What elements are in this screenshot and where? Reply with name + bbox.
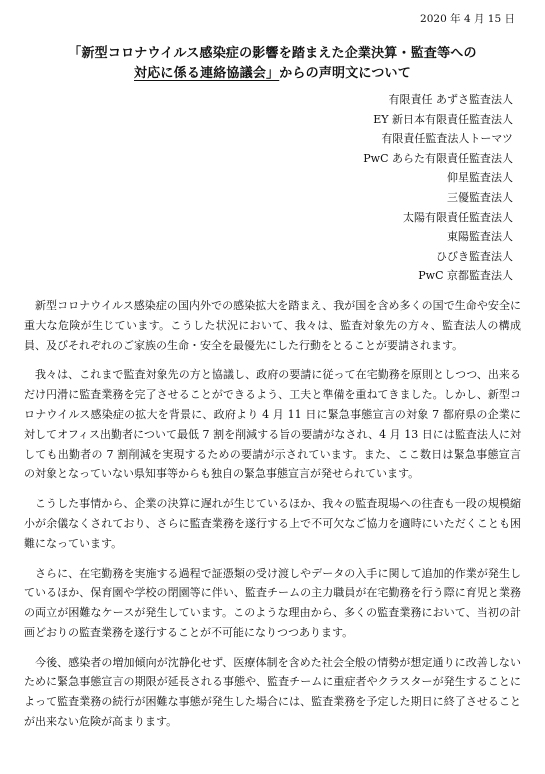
statement-body [24,296,521,732]
firm-name: 有限責任監査法人トーマツ [381,132,513,146]
document-title [24,44,521,84]
firm-name: 太陽有限責任監査法人 [403,210,513,224]
firm-name: 東陽監査法人 [447,230,513,244]
title-line-2-rest: からの声明文について [279,66,411,81]
title-line-2-underlined: 対応に係る連絡協議会」 [134,66,280,81]
title-line-2 [24,64,521,84]
body-paragraph: さらに、在宅勤務を実施する過程で証憑類の受け渡しやデータの入手に関して追加的作業が発生しているほか、保育園や学校の閉園等に伴い、監査チームの主力職員が在宅勤務を行う際に育児と業務の両立が困難なケースが発生しています。このような理由から、多くの監査業務において、当初の計画どおりの監査業務を遂行することが不可能になりつつあります。 [24,566,521,639]
body-paragraph: 我々は、これまで監査対象先の方と協議し、政府の要請に従って在宅勤務を原則としつつ、出来るだけ円滑に監査業務を完了させることができるよう、工夫と準備を重ねてきました。しかし、新型コロナウイルス感染症の拡大を背景に、政府より 4 月 11 日に緊急事態宣言の対象 7 都府県の企業に対してオフィス出勤者について最低 7 割を削減する旨の要請がなされ、4 月 13 日には監査法人に対しても出勤者の 7 割削減を実現するための要請が示されています。また、ここ数日は緊急事態宣言の対象となっていない県知事等からも独自の緊急事態宣言が発せられています。 [24,368,521,481]
firm-name: 有限責任 あずさ監査法人 [388,93,513,106]
document-date: 2020 年 4 月 15 日 [420,13,515,25]
firm-name: PwC 京都監査法人 [418,269,513,283]
body-paragraph: こうした事情から、企業の決算に遅れが生じているほか、我々の監査現場への往査も一段の規模縮小が余儀なくされており、さらに監査業務を遂行する上で不可欠なご協力を適時にいただくことも困難になっています。 [24,497,521,550]
title-line-1: 「新型コロナウイルス感染症の影響を踏まえた企業決算・監査等への [68,46,477,61]
firm-name: 三優監査法人 [447,190,513,204]
body-paragraph: 新型コロナウイルス感染症の国内外での感染拡大を踏まえ、我が国を含め多くの国で生命や安全に重大な危険が生じています。こうした状況において、我々は、監査対象先の方々、監査法人の構成員、及びそれぞれのご家族の生命・安全を最優先にした行動をとることが要請されます。 [24,298,521,352]
firm-name: 仰星監査法人 [447,171,513,185]
firm-name: ひびき監査法人 [436,249,513,263]
firm-name: EY 新日本有限責任監査法人 [373,112,513,126]
firm-name: PwC あらた有限責任監査法人 [363,151,513,165]
body-paragraph: 今後、感染者の増加傾向が沈静化せず、医療体制を含めた社会全般の情勢が想定通りに改善しないために緊急事態宣言の期限が延長される事態や、監査チームに重症者やクラスターが発生することによって監査業務の続行が困難な事態が発生した場合には、監査業務を予定した期日に終了させることが出来ない危険が高まります。 [24,655,521,729]
signatory-firms [24,90,513,286]
